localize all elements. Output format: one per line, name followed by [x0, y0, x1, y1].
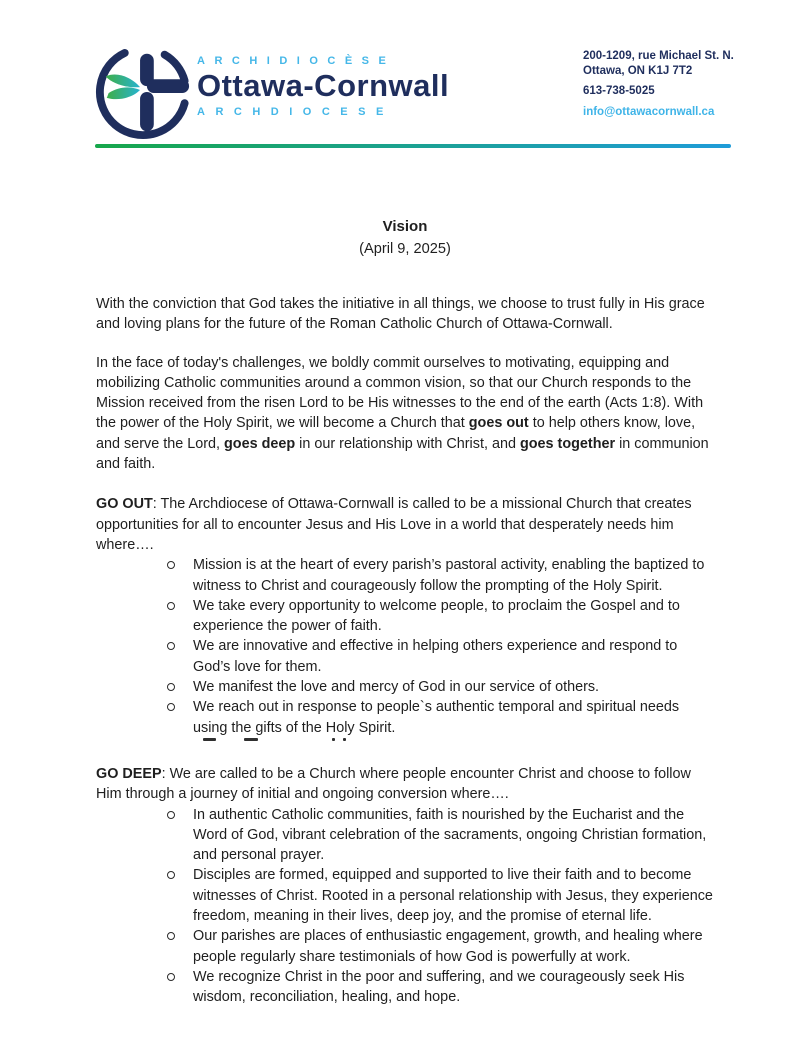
logo-top-label: ARCHIDIOCÈSE [197, 55, 396, 67]
bullet-text: Our parishes are places of enthusiastic engagement, growth, and healing where people regularly share testimonials of how God is powerfully at work. [193, 928, 703, 965]
bold-text-run: goes deep [224, 435, 296, 452]
bullet-marker-icon [167, 642, 175, 650]
bold-text-run: GO DEEP [96, 765, 162, 782]
paragraph [96, 353, 714, 475]
logo-wordmark [197, 55, 449, 118]
bullet-marker-icon [167, 703, 175, 711]
bold-text-run: goes out [468, 415, 529, 432]
address-line-2: Ottawa, ON K1J 7T2 [583, 65, 693, 77]
text-run: With the conviction that God takes the initiative in all things, we choose to trust fully in His grace and loving plans for the future of the Roman Catholic Church of Ottawa-Cornwall. [96, 296, 705, 333]
letter-top-mark [343, 738, 346, 741]
text-run: : The Archdiocese of Ottawa-Cornwall is called to be a missional Church that creates opportunities for all to encounter Jesus and His Love in a world that desperately needs him where…. [96, 496, 692, 553]
paragraph [96, 294, 714, 335]
document-title: Vision [382, 218, 428, 235]
bullet-item [96, 596, 714, 637]
document-body [96, 294, 714, 1008]
bullet-marker-icon [167, 602, 175, 610]
bullet-text: We recognize Christ in the poor and suffering, and we courageously seek His wisdom, reconciliation, healing, and hope. [193, 968, 685, 1006]
clipped-text-fragment [96, 738, 714, 744]
bullet-item [96, 926, 714, 967]
section-intro [96, 494, 714, 555]
text-run: In the face of today's challenges, we boldly commit ourselves to motivating, equipping and mobilizing Catholic communities around a common vision, so that our Church responds to the Mission received from the risen Lord to be His witnesses to the end of the earth (Acts 1:8). With the power of the Holy Spirit, we will become a Church that [96, 354, 704, 432]
bullet-marker-icon [167, 683, 175, 691]
document-content [96, 216, 714, 1008]
bullet-text: We reach out in response to people`s authentic temporal and spiritual needs using the gifts of the Holy Spirit. [193, 699, 680, 736]
bullet-item [96, 697, 714, 738]
archdiocese-logo-icon [94, 43, 192, 141]
bullet-text: We are innovative and effective in helping others experience and respond to God’s love for them. [193, 638, 678, 675]
letter-top-mark [332, 738, 335, 741]
bullet-item [96, 967, 714, 1008]
letter-top-mark [203, 738, 216, 742]
contact-block [583, 49, 734, 120]
bullet-text: We take every opportunity to welcome people, to proclaim the Gospel and to experience the power of faith. [193, 597, 680, 635]
bold-text-run: GO OUT [96, 496, 153, 513]
logo-bottom-label: ARCHDIOCESE [197, 106, 394, 118]
text-run: : We are called to be a Church where people encounter Christ and choose to follow Him through a journey of initial and ongoing conversion where…. [96, 765, 691, 803]
bullet-marker-icon [167, 973, 175, 981]
address-line-1: 200-1209, rue Michael St. N. [583, 50, 734, 62]
document-date: (April 9, 2025) [359, 241, 451, 257]
bullet-item [96, 677, 714, 697]
bullet-item [96, 865, 714, 926]
letter-top-mark [244, 738, 258, 742]
gradient-divider [95, 144, 731, 148]
bullet-text: We manifest the love and mercy of God in our service of others. [193, 679, 600, 696]
bullet-list [96, 805, 714, 1008]
bullet-item [96, 555, 714, 596]
bullet-text: Disciples are formed, equipped and supported to live their faith and to become witnesses of Christ. Rooted in a personal relationship with Jesus, they experience freedom, meaning in their lives, deep joy, and the promise of eternal life. [193, 867, 713, 925]
bullet-marker-icon [167, 561, 175, 569]
email-link[interactable]: info@ottawacornwall.ca [583, 106, 715, 118]
bullet-marker-icon [167, 871, 175, 879]
logo-name: Ottawa-Cornwall [197, 68, 450, 103]
bullet-text: Mission is at the heart of every parish’s pastoral activity, enabling the baptized to witness to Christ and courageously follow the prompting of the Holy Spirit. [193, 557, 705, 594]
bullet-marker-icon [167, 932, 175, 940]
bullet-marker-icon [167, 811, 175, 819]
bullet-text: In authentic Catholic communities, faith is nourished by the Eucharist and the Word of God, vibrant celebration of the sacraments, ongoing Christian formation, and personal prayer. [193, 806, 707, 864]
text-run: in communion and faith. [96, 435, 709, 473]
bullet-item [96, 805, 714, 866]
bullet-list [96, 555, 714, 738]
bullet-item [96, 636, 714, 677]
bold-text-run: goes together [519, 435, 616, 452]
section-intro [96, 764, 714, 805]
text-run: to help others know, love, and serve the Lord, [96, 415, 696, 452]
phone-number: 613-738-5025 [583, 85, 655, 97]
text-run: in our relationship with Christ, and [295, 435, 520, 452]
